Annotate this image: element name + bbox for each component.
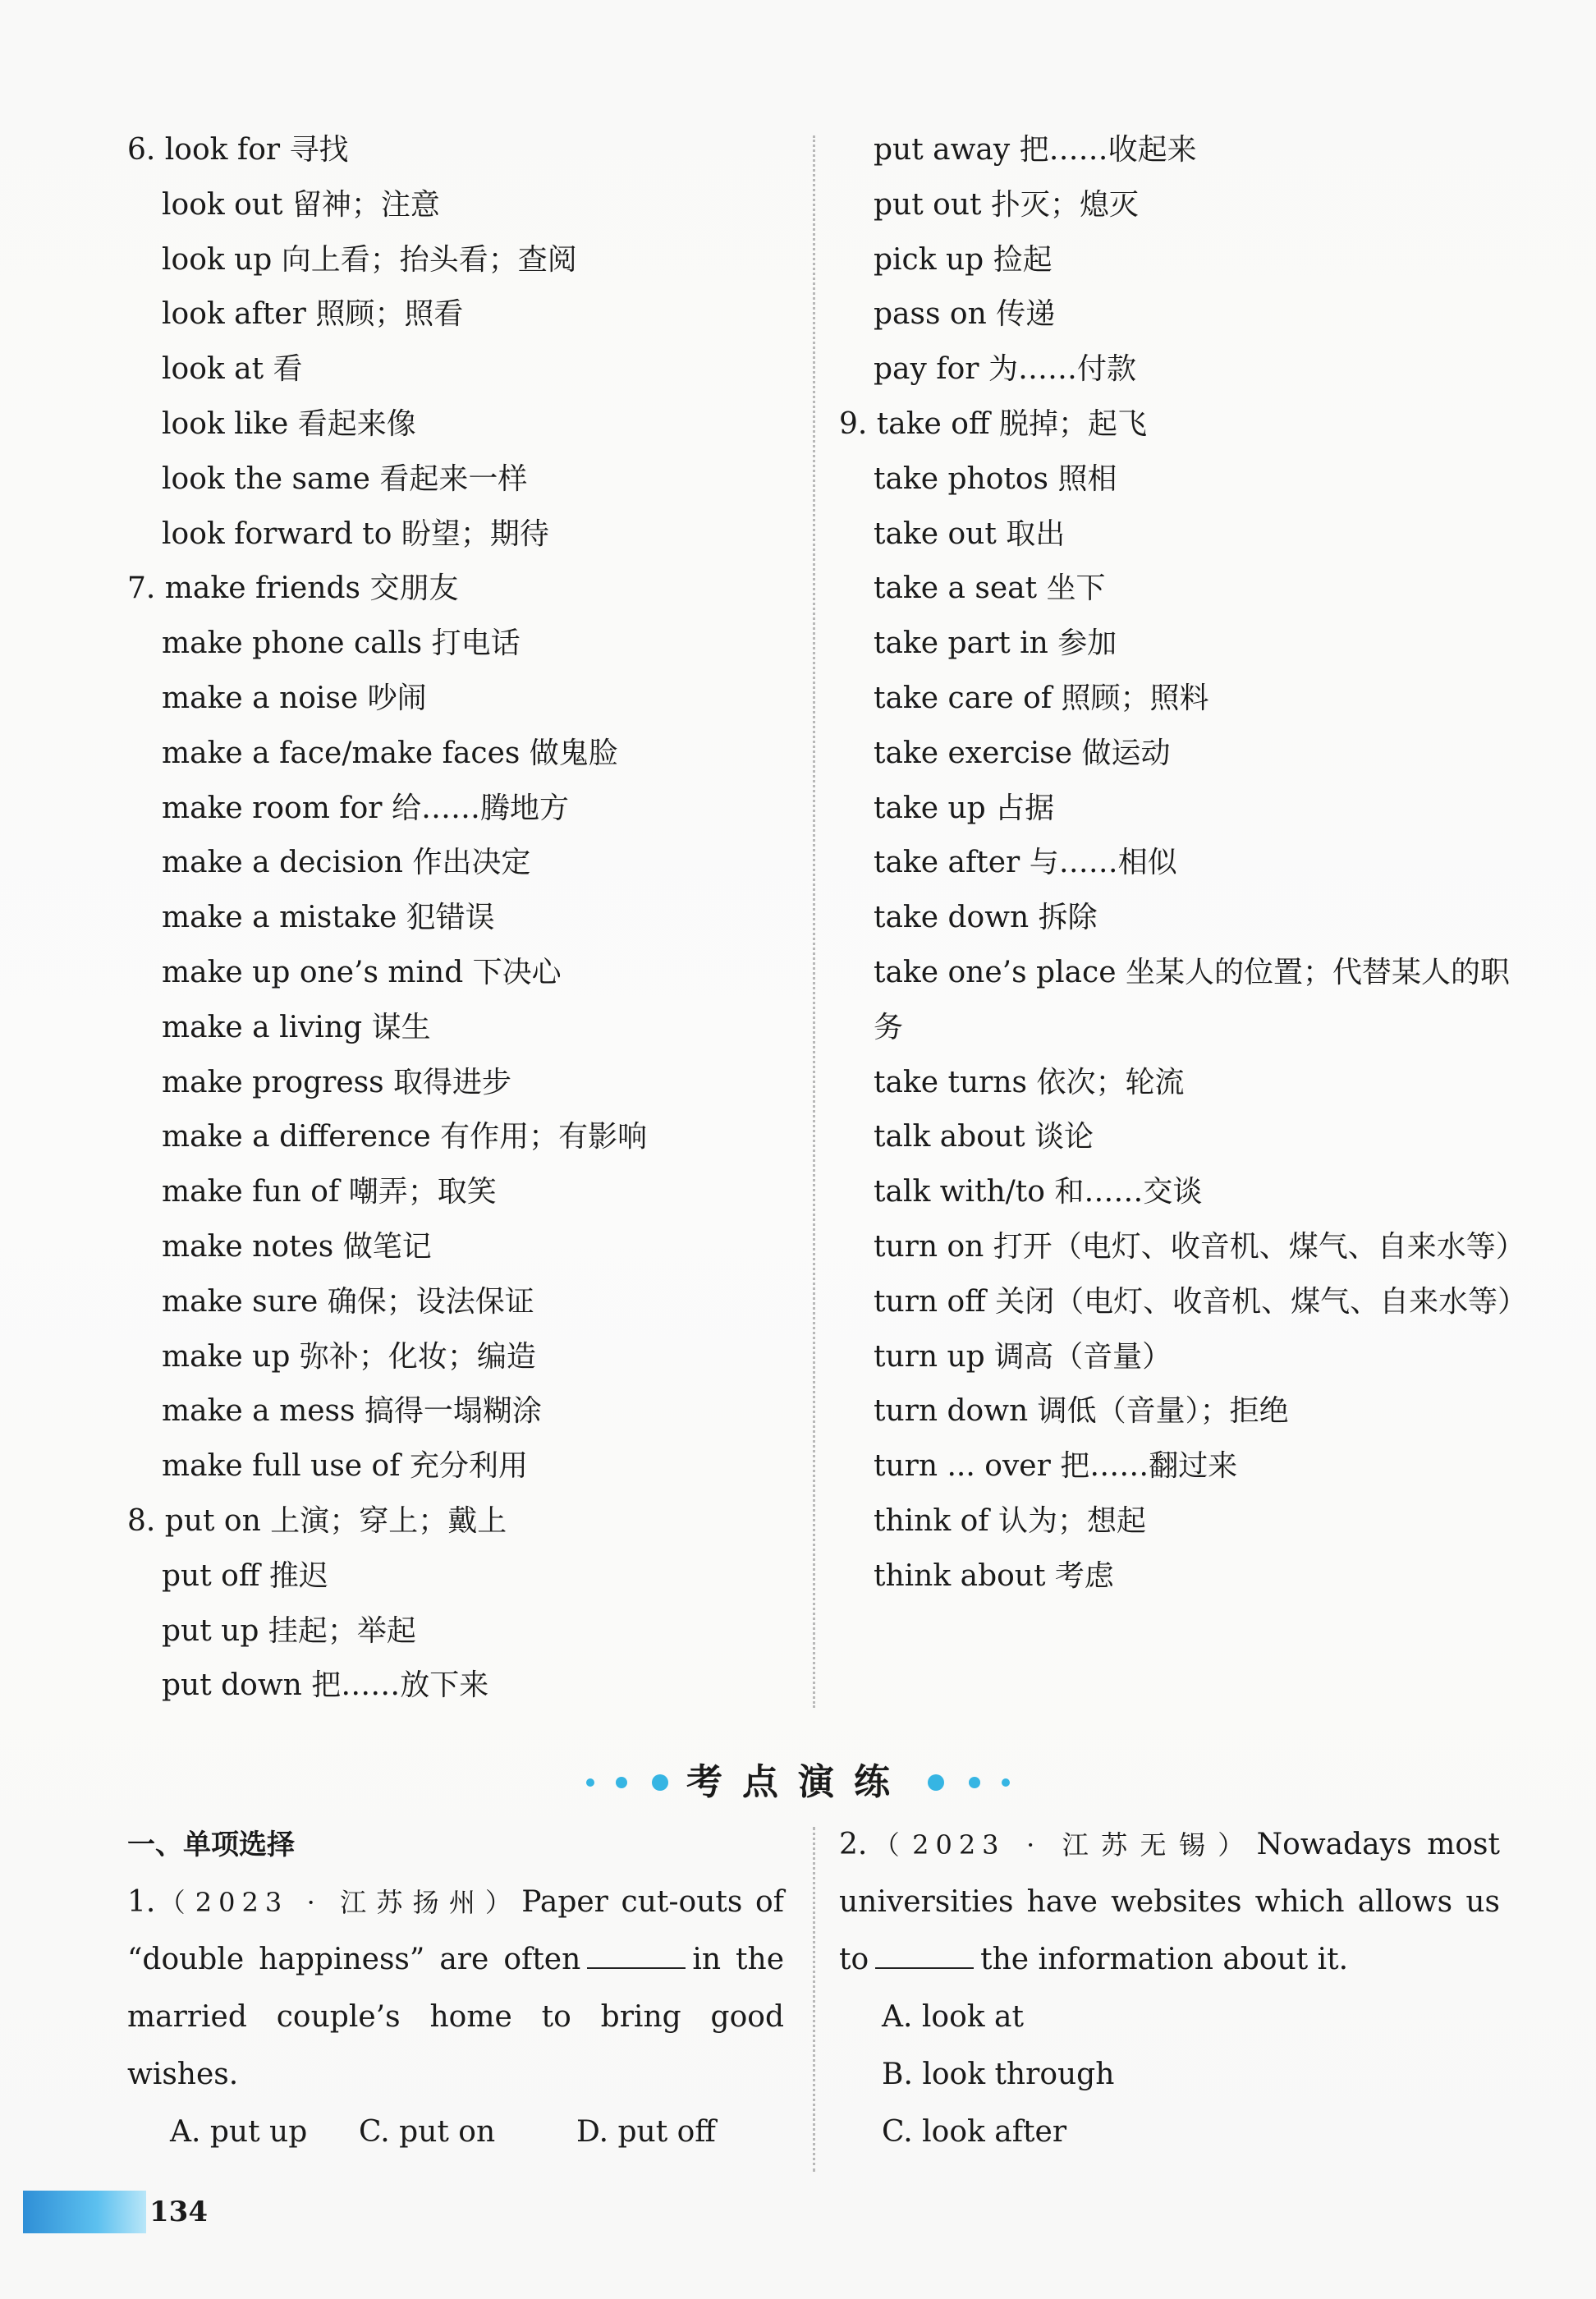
decor-dot-icon [928, 1774, 944, 1791]
question-text: Nowadays most universities have websites which allows us to [839, 1828, 1500, 1976]
phrase-line: make up 弥补；化妆；编造 [162, 1339, 536, 1374]
phrase-line: take turns 依次；轮流 [874, 1065, 1185, 1099]
phrase-line: think about 考虑 [874, 1558, 1114, 1593]
phrase-line: take after 与……相似 [874, 846, 1177, 880]
phrase-line: look the same 看起来一样 [162, 461, 528, 496]
answer-blank[interactable] [587, 1943, 686, 1969]
phrase-line: look at 看 [162, 352, 303, 387]
question-source: （2023 · 江苏无锡） [867, 1829, 1257, 1861]
option-c[interactable]: C. look after [882, 2115, 1067, 2149]
phrase-line: pay for 为……付款 [874, 352, 1136, 387]
phrase-line: take one’s place 坐某人的位置；代替某人的职务 [874, 955, 1510, 1044]
option-a[interactable]: A. put up [170, 2115, 308, 2149]
phrase-line: take a seat 坐下 [874, 571, 1106, 606]
phrase-line: turn down 调低（音量）；拒绝 [874, 1394, 1289, 1429]
column-divider-bottom [813, 1827, 815, 2172]
phrase-line: make progress 取得进步 [162, 1065, 512, 1099]
phrase-line: make sure 确保；设法保证 [162, 1284, 534, 1319]
section-title [0, 1755, 1596, 1807]
column-divider-top [813, 135, 815, 1708]
question-source: （2023 · 江苏扬州） [155, 1887, 522, 1918]
phrase-line: look after 照顾；照看 [162, 297, 464, 332]
phrase-line: pass on 传递 [874, 297, 1056, 332]
phrase-line: make a difference 有作用；有影响 [162, 1120, 648, 1154]
phrase-line: make a noise 吵闹 [162, 681, 427, 715]
phrase-line: make notes 做笔记 [162, 1229, 432, 1264]
option-a[interactable]: A. look at [882, 2000, 1024, 2034]
option-d[interactable]: D. put off [576, 2115, 716, 2149]
exercise-right [839, 1816, 1500, 2161]
decor-dot-icon [652, 1774, 668, 1791]
phrase-line: put out 扑灭；熄灭 [874, 187, 1139, 222]
phrase-line: 9. take off 脱掉；起飞 [839, 406, 1147, 441]
decor-dot-icon [1002, 1778, 1010, 1787]
question-text: Paper cut-outs of “double happiness” are often [127, 1885, 784, 1976]
question-number: 1. [127, 1885, 156, 1919]
phrase-line: look up 向上看；抬头看；查阅 [162, 242, 577, 277]
page-number: 134 [149, 2196, 208, 2228]
phrase-line: make a face/make faces 做鬼脸 [162, 736, 618, 770]
phrase-line: make room for 给……腾地方 [162, 791, 569, 825]
phrase-line: put off 推迟 [162, 1558, 328, 1593]
question-2 [839, 1816, 1500, 1989]
decor-dot-icon [586, 1778, 594, 1787]
phrase-line: make fun of 嘲弄；取笑 [162, 1175, 497, 1209]
phrase-line: make up one’s mind 下决心 [162, 955, 562, 989]
phrase-line: turn off 关闭（电灯、收音机、煤气、自来水等） [874, 1284, 1528, 1319]
phrase-line: 7. make friends 交朋友 [127, 571, 459, 606]
phrase-line: talk about 谈论 [874, 1120, 1094, 1154]
phrase-line: make phone calls 打电话 [162, 626, 521, 661]
phrase-line: put down 把……放下来 [162, 1668, 489, 1703]
question-text: the information about it. [980, 1943, 1349, 1976]
question-text: in the married couple’s home to bring good wishes. [127, 1943, 785, 2091]
page-number-accent-bar [23, 2191, 146, 2233]
phrase-line: make a mistake 犯错误 [162, 901, 495, 935]
phrase-line: look like 看起来像 [162, 406, 416, 441]
phrase-line: pick up 捡起 [874, 242, 1053, 277]
phrase-line: make full use of 充分利用 [162, 1449, 528, 1484]
phrase-line: look out 留神；注意 [162, 187, 440, 222]
phrase-line: talk with/to 和……交谈 [874, 1175, 1203, 1209]
phrase-line: take down 拆除 [874, 901, 1098, 935]
section-title-text: 考点演练 [686, 1760, 910, 1803]
phrase-line: take photos 照相 [874, 461, 1117, 496]
phrase-line: put away 把……收起来 [874, 133, 1197, 167]
phrase-line: 6. look for 寻找 [127, 133, 349, 167]
phrase-line: think of 认为；想起 [874, 1503, 1147, 1538]
phrase-line: take care of 照顾；照料 [874, 681, 1209, 715]
exercise-left [127, 1816, 784, 2161]
question-1-options [127, 2104, 784, 2161]
option-c[interactable]: C. put on [359, 2115, 496, 2149]
option-b[interactable]: B. look through [882, 2058, 1115, 2091]
phrase-line: make a living 谋生 [162, 1010, 431, 1044]
phrase-line: take up 占据 [874, 791, 1055, 825]
phrase-line: look forward to 盼望；期待 [162, 516, 549, 551]
phrase-line: take part in 参加 [874, 626, 1117, 661]
phrase-line: 8. put on 上演；穿上；戴上 [127, 1503, 507, 1538]
phrase-line: make a decision 作出决定 [162, 846, 531, 880]
phrase-line: take out 取出 [874, 516, 1066, 551]
decor-dot-icon [969, 1777, 980, 1788]
answer-blank[interactable] [875, 1943, 974, 1969]
exercise-heading: 一、单项选择 [127, 1829, 295, 1861]
phrase-list-left [127, 123, 800, 1714]
phrase-line: turn ... over 把……翻过来 [874, 1449, 1238, 1484]
phrase-list-right [839, 123, 1528, 1604]
decor-dot-icon [616, 1777, 627, 1788]
phrase-line: take exercise 做运动 [874, 736, 1171, 770]
phrase-line: make a mess 搞得一塌糊涂 [162, 1394, 542, 1429]
question-number: 2. [839, 1828, 868, 1861]
phrase-line: put up 挂起；举起 [162, 1613, 416, 1648]
phrase-line: turn up 调高（音量） [874, 1339, 1172, 1374]
question-1 [127, 1874, 784, 2104]
phrase-line: turn on 打开（电灯、收音机、煤气、自来水等） [874, 1229, 1525, 1264]
